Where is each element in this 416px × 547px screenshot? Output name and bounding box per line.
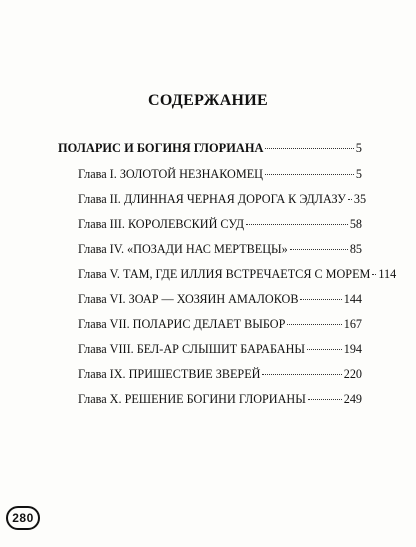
toc-chapter-entry bbox=[78, 242, 362, 260]
toc-chapter-page: 249 bbox=[343, 392, 362, 406]
toc-chapter-page: 35 bbox=[353, 192, 367, 206]
toc-part-title: ПОЛАРИС И БОГИНЯ ГЛОРИАНА bbox=[58, 141, 264, 155]
toc-chapter-title: Глава X. РЕШЕНИЕ БОГИНИ ГЛОРИАНЫ bbox=[78, 392, 306, 406]
toc-chapter-page: 144 bbox=[343, 292, 362, 306]
toc-part-entry bbox=[58, 141, 362, 159]
toc-chapter-page: 5 bbox=[355, 167, 362, 181]
toc-chapter-page: 220 bbox=[343, 367, 362, 381]
toc-leader-dots bbox=[290, 249, 348, 250]
toc-leader-dots bbox=[262, 374, 341, 375]
toc-chapter-entry bbox=[78, 167, 362, 185]
toc-leader-dots bbox=[308, 399, 342, 400]
toc-leader-dots bbox=[300, 299, 341, 300]
toc-chapter-title: Глава VII. ПОЛАРИС ДЕЛАЕТ ВЫБОР bbox=[78, 317, 286, 331]
toc-leader-dots bbox=[265, 148, 353, 149]
toc-chapter-page: 58 bbox=[349, 217, 362, 231]
toc-part-page: 5 bbox=[355, 141, 362, 155]
toc-chapter-title: Глава VIII. БЕЛ-АР СЛЫШИТ БАРАБАНЫ bbox=[78, 342, 306, 356]
toc-chapter-entry bbox=[78, 292, 362, 310]
toc-chapter-title: Глава I. ЗОЛОТОЙ НЕЗНАКОМЕЦ bbox=[78, 167, 263, 181]
toc-leader-dots bbox=[287, 324, 341, 325]
toc-chapter-title: Глава IX. ПРИШЕСТВИЕ ЗВЕРЕЙ bbox=[78, 367, 261, 381]
toc-leader-dots bbox=[246, 224, 348, 225]
toc-leader-dots bbox=[307, 349, 342, 350]
toc-chapter-entry bbox=[78, 342, 362, 360]
toc-chapter-title: Глава III. КОРОЛЕВСКИЙ СУД bbox=[78, 217, 245, 231]
toc-leader-dots bbox=[265, 174, 354, 175]
toc-chapter-title: Глава IV. «ПОЗАДИ НАС МЕРТВЕЦЫ» bbox=[78, 242, 288, 256]
toc-chapter-entry bbox=[78, 317, 362, 335]
toc-chapter-page: 85 bbox=[349, 242, 362, 256]
toc-chapter-entry bbox=[78, 192, 367, 210]
toc-chapter-page: 194 bbox=[343, 342, 362, 356]
toc-chapter-title: Глава II. ДЛИННАЯ ЧЕРНАЯ ДОРОГА К ЭДЛАЗУ bbox=[78, 192, 346, 206]
page-number-badge: 280 bbox=[6, 506, 40, 530]
toc-chapter-title: Глава VI. ЗОАР — ХОЗЯИН АМАЛОКОВ bbox=[78, 292, 299, 306]
toc-chapter-page: 114 bbox=[378, 267, 397, 281]
toc-chapter-title: Глава V. ТАМ, ГДЕ ИЛЛИЯ ВСТРЕЧАЕТСЯ С МОРЕМ bbox=[78, 267, 371, 281]
toc-leader-dots bbox=[348, 199, 352, 200]
toc-leader-dots bbox=[372, 274, 376, 275]
toc-heading: СОДЕРЖАНИЕ bbox=[147, 92, 269, 109]
toc-chapter-entry bbox=[78, 367, 362, 385]
toc-chapter-entry bbox=[78, 217, 362, 235]
toc-chapter-entry bbox=[78, 267, 397, 285]
toc-chapter-page: 167 bbox=[343, 317, 362, 331]
toc-chapter-entry bbox=[78, 392, 362, 410]
